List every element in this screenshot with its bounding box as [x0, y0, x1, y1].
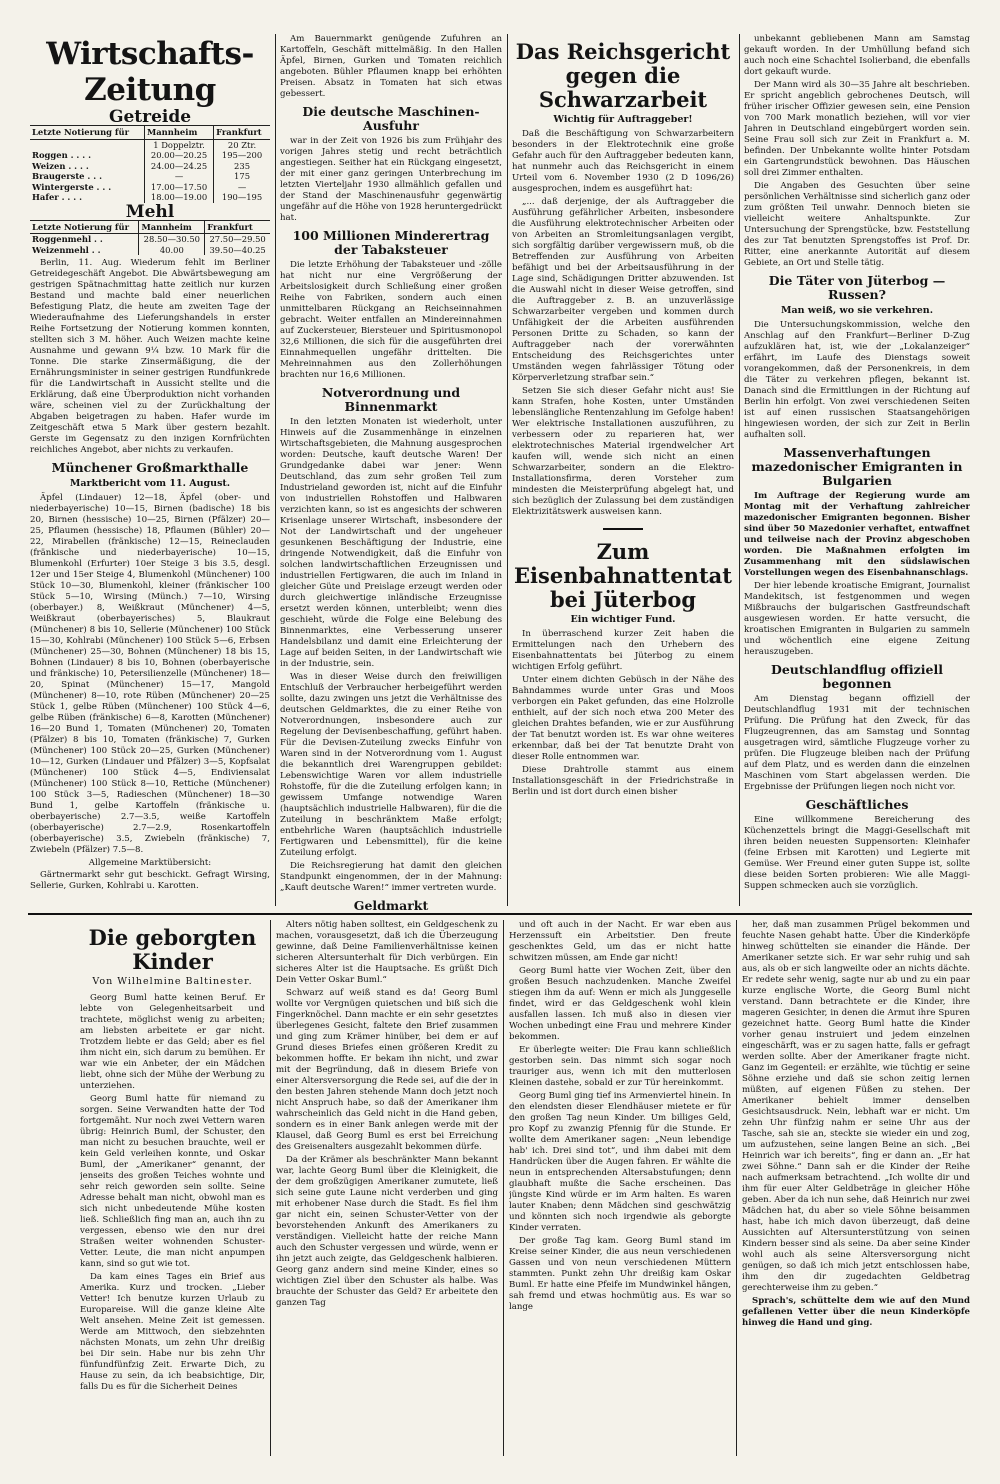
headline-tabak: 100 Millionen Minderertrag der Tabaksteuer [292, 228, 490, 257]
story-text: Georg Buml hatte vier Wochen Zeit, über den großen Besuch nachzudenken. Manche Zweifel stiegen ihm da auf: Wenn er mich als Junggeselle findet, wird er das Geldgeschenk wohl klein ausfallen lassen. Ich muß also in diesen vier Wochen unbedingt eine Frau und mehrere Kinder bekommen. [509, 966, 731, 1042]
article-text: In den letzten Monaten ist wiederholt, unter Hinweis auf die Zusammenhänge in einzelnen Wirtschaftsgebieten, die Mahnung ausgesprochen worden: Deutsche, kauft deutsche Waren! Der Grundgedanke dabei war jener: Wenn Deutschland, das zum sehr großen Teil zum Industrieland geworden ist, nicht auf die Einfuhr von industriellen Rohstoffen und Halbwaren verzichten kann, so ist es angesichts der schweren Krisenlage unserer Wirtschaft, insbesondere der Not der Landwirtschaft und der ungeheuer gesunkenen Beschäftigung der Industrie, eine dringende Notwendigkeit, daß die Einfuhr von solchen landwirtschaftlichen Erzeugnissen und industriellen Fertigwaren, die auch im Inland in gleicher Güte und Preislage erzeugt werden oder durch gleichwertige inländische Erzeugnisse ersetzt werden können, unterbleibt; wenn dies geschieht, würde die Folge eine Belebung des Binnenmarktes, eine Verbesserung unserer Handelsbilanz und damit eine Erleichterung der Lage auf beiden Seiten, in der Landwirtschaft wie in der Industrie, sein. [280, 417, 502, 669]
column-wirtschaft [30, 28, 270, 910]
table-cell: Braugerste . . . [32, 171, 103, 181]
table-cell: 24.00—24.25 [144, 161, 213, 172]
table-cell: 39.50—40.25 [205, 245, 270, 256]
story-text: Sprach's, schüttelte dem wie auf den Mund gefallenen Vetter über die neun Kinderköpfe hinweg die Hand und ging. [742, 1296, 970, 1328]
table-header: Mannheim [139, 220, 205, 234]
table-cell: 190—195 [214, 192, 270, 203]
article-text: Was in dieser Weise durch den freiwilligen Entschluß der Verbraucher herbeigeführt werden sollte, dazu zwingen uns jetzt die Verhältnisse des deutschen Geldmarktes, die zu einer Reihe von Notverordnungen, insbesondere auch zur Regelung der Devisenbeschaffung, geführt haben. Für die Devisen-Zuteilung zwecks Einfuhr von Waren sind in der Notverordnung vom 1. August die bekanntlich drei Warengruppen gebildet: Lebenswichtige Waren vor allem industrielle Rohstoffe, für die die Zuteilung erfolgen kann; in gewissem Umfange notwendige Waren (hauptsächlich industrielle Halbwaren), für die die Zuteilung in beschränktem Maße erfolgt; entbehrliche Waren (hauptsächlich industrielle Fertigwaren und Lebensmittel), für die keine Zuteilung erfolgt. [280, 672, 502, 858]
article-text: Daß die Beschäftigung von Schwarzarbeitern besonders in der Elektrotechnik eine große Gefahr auch für den Auftraggeber bedeuten kann, hat nunmehr auch das Reichsgericht in einem Urteil vom 6. November 1930 (2 D 1096/26) ausgesprochen, indem es ausgeführt hat: [512, 129, 734, 194]
subheadline: Allgemeine Marktübersicht: [88, 858, 212, 868]
headline-geldmarkt: Geldmarkt [353, 898, 429, 910]
story-column-4 [742, 920, 970, 1460]
table-cell: Weizenmehl . . [32, 244, 101, 255]
story-column-1 [80, 920, 265, 1460]
article-text: unbekannt gebliebenen Mann am Samstag gekauft worden. In der Umhüllung befand sich auch noch eine Schachtel Isolierband, die ebenfalls dort gekauft wurde. [744, 34, 970, 77]
table-cell: 17.00—17.50 [144, 182, 213, 193]
article-text: Der Mann wird als 30—35 Jahre alt beschrieben. Er spricht angeblich gebrochenes Deutsch, will früher irischer Offizier gewesen sein, eine Pension von 700 Mark monatlich beziehen, will vor vier Jahren in Deutschland eingebürgert worden sein. Seine Frau soll sich zur Zeit in Frankfurt a. M. befinden. Der Unbekannte wollte hinter Potsdam ein Gartengrundstück bewohnen. Das Häuschen soll drei Zimmer enthalten. [744, 80, 970, 178]
article-text: Der hier lebende kroatische Emigrant, Journalist Mandekitsch, ist festgenommen und wegen Mißbrauchs der bulgarischen Gastfreundschaft ausgewiesen worden. Er hatte versucht, die kroatischen Emigranten in Bulgarien zu sammeln und wöchentlich eine eigene Zeitung herauszugeben. [744, 581, 970, 657]
article-text: Äpfel (Lindauer) 12—18, Äpfel (ober- und niederbayerische) 10—15, Birnen (badische) 18 bis 20, Birnen (hessische) 10—25, Birnen (Pfälzer) 20—25, Pflaumen (hessische) 18, Pflaumen (Bühler) 20—22, Mirabellen (fränkische) 12—15, Reineclauden (fränkische und niederbayerische) 10—15, Blumenkohl (Erfurter) 10er Steige 3 bis 3.5, desgl. 12er und 15er Steige 4, Blumenkohl (Münchener) 100 Stück 10—30, Blumenkohl, kleiner (fränkischer 100 Stück 5—10, Wirsing (Münch.) 7—10, Wirsing (oberbayer.) 8, Weißkraut (Münchener) 4—5, Weißkraut (oberbayerisches) 5, Blaukraut (Münchener) 8 bis 10, Sellerie (Münchener) 100 Stück 15—30, Kohlrabi (Münchener) 100 Stück 5—6, Erbsen (Münchener) 25—30, Bohnen (Münchener) 18 bis 15, Bohnen (Lindauer) 8 bis 10, Bohnen (oberbayerische und fränkische) 10, Petersilienzelle (Münchener) 18—20, Spinat (Münchener) 15—17, Mangold (Münchener) 8—10, rote Rüben (Münchener) 20—25 Stück 1, gelbe Rüben (Münchener) 100 Stück 4—6, gelbe Rüben (fränkische) 6—8, Karotten (Münchener) 16—20 Bund 1, Tomaten (Münchener) 20, Tomaten (Pfälzer) 8 bis 10, Tomaten (fränkische) 7, Gurken (Münchener) 100 Stück 20—25, Gurken (Münchener) 10—12, Gurken (Lindauer und Pfälzer) 3—5, Kopfsalat (Münchener) 100 Stück 4—5, Endiviensalat (Münchener) 100 Stück 8—10, Rettiche (Münchener) 100 Stück 3—5, Radieschen (Münchener) 18—30 Bund 1, gelbe Kartoffeln (fränkische u. oberbayerische) 2.7—3.5, weiße Kartoffeln (oberbayerische) 2.7—2.9, Rosenkartoffeln (oberbayerische) 3.5, Zwiebeln (fränkische) 7, Zwiebeln (Pfälzer) 7.5—8. [30, 493, 270, 855]
column-divider [275, 34, 276, 906]
story-text: und oft auch in der Nacht. Er war eben aus Herzenssuft ein Arbeitstier. Den freute geschenktes Geld, um das er nicht hatte schwitzen müssen, am Ende gar nicht! [509, 920, 731, 963]
story-column-3 [509, 920, 731, 1460]
subheadline: Wichtig für Auftraggeber! [553, 114, 693, 125]
story-text: Schwarz auf weiß stand es da! Georg Buml wollte vor Vergnügen quietschen und biß sich die Fingerknöchel. Dann machte er ein sehr gesetztes überlegenes Gesicht, faltete den Brief zusammen und ging zum Krämer hinüber, bei dem er auf Grund dieses Briefes einen größeren Kredit zu bekommen hoffte. Er bekam ihn nicht, und zwar mit der Begründung, daß in diesem Briefe von einer Altersversorgung die Rede sei, auf die der in den besten Jahren stehende Mann doch jetzt noch nicht Anspruch habe, so daß der Amerikaner ihm wahrscheinlich das Geld nicht in die Hand geben, sondern es in einer Bank anlegen werde mit der Klausel, daß Georg Buml es erst bei Erreichung des Greisenalters ausgezahlt bekommen dürfe. [276, 988, 498, 1152]
article-text: Am Dienstag begann offiziell der Deutschlandflug 1931 mit der technischen Prüfung. Die Prüfung hat den Zweck, für das Flugzeugrennen, das am Samstag und Sonntag ausgetragen wird, sämtliche Flugzeuge vorher zu prüfen. Die Flugzeuge bleiben nach der Prüfung auf dem Platz, und es werden dann die einzelnen Maschinen vom Start abgelassen werden. Die Ergebnisse der Prüfungen liegen noch nicht vor. [744, 694, 970, 792]
headline-maschinen: Die deutsche Maschinen-Ausfuhr [302, 104, 480, 133]
headline-geschaeftliches: Geschäftliches [805, 797, 909, 812]
section-title-getreide: Getreide [108, 107, 192, 127]
story-column-2 [276, 920, 498, 1460]
table-cell: Hafer . . . . [32, 192, 83, 202]
headline-mazedonier: Massenverhaftungen mazedonischer Emigranten in Bulgarien [751, 445, 963, 488]
table-cell: Roggenmehl . . [32, 234, 103, 244]
quote-text: „... daß derjenige, der als Auftraggeber die Ausführung gefährlicher Arbeiten, insbesondere die Ausführung elektrotechnischer Arbeiten oder von Arbeiten an Stromleitungsanlagen vergibt, sich sorgfältig darüber vergewissern muß, ob die Betreffenden zur Ausführung von Arbeiten befähigt und bei der Arbeitsausführung in der Lage sind, Schädigungen Dritter abzuwenden. Ist die Auswahl nicht in dieser Weise getroffen, sind die Auftraggeber z. B. an unzuverlässige Schwarzarbeiter vergeben und kommen durch Unfähigkeit der die Arbeiten ausführenden Personen Dritte zu Schaden, so kann der Auftraggeber nach der vorerwähnten Entscheidung des Reichsgerichtes unter Umständen wegen fahrlässiger Tötung oder Körperverletzung strafbar sein.“ [512, 197, 734, 383]
story-text: Der große Tag kam. Georg Buml stand im Kreise seiner Kinder, die aus neun verschiedenen Gassen und von neun verschiedenen Müttern stammten. Punkt zehn Uhr dreißig kam Oskar Buml. Er hatte eine Pfeife im Mundwinkel hängen, sah fremd und etwas hochmütig aus. Es war so lange [509, 1236, 731, 1312]
column-divider [739, 34, 740, 906]
article-text: Gärtnermarkt sehr gut beschickt. Gefragt Wirsing, Sellerie, Gurken, Kohlrabi u. Karotten. [30, 870, 270, 891]
story-text: Da der Krämer als beschränkter Mann bekannt war, lachte Georg Buml über die Kleinigkeit, die der dem großzügigen Amerikaner zumutete, ließ sich seine gute Laune nicht verderben und ging mit erhobener Nase durch die Stadt. Es fiel ihm gar nicht ein, seinen Schuster-Vetter von der bevorstehenden Ankunft des Amerikaners zu verständigen. Vielleicht hatte der reiche Mann auch den Schuster vergessen und würde, wenn er ihn jetzt auch zeigte, das Geldgeschenk halbieren. Georg ganz andern sind meine Kinder, eines so wichtigen Ziel über den Schuster als halbe. Was brauchte der Schuster das Geld? Er arbeitete den ganzen Tag [276, 1155, 498, 1308]
table-cell: 28.50—30.50 [139, 234, 205, 245]
column-divider [507, 34, 508, 906]
article-text: Die Angaben des Gesuchten über seine persönlichen Verhältnisse sind sicherlich ganz oder zum größten Teil unwahr. Dennoch bieten sie vielleicht weitere Anhaltspunkte. Zur Untersuchung der Sprengstücke, bzw. Feststellung des zur Tat benutzten Sprengstoffes ist Prof. Dr. Ritter, eine anerkannte Autorität auf diesem Gebiete, an Ort und Stelle tätig. [744, 181, 970, 268]
article-text: Die letzte Erhöhung der Tabaksteuer und -zölle hat nicht nur eine Vergrößerung der Arbeitslosigkeit durch Schließung einer großen Reihe von Fabriken, sondern auch einen unmittelbaren Rückgang an Reichseinnahmen gebracht. Weiter entfallen an Mindereinnahmen auf Zuckersteuer, Biersteuer und Spiritusmonopol 32,6 Millionen, die sich für die ausgeführten drei Einnahmequellen ungefähr drittelten. Die Mehreinnahmen aus den Zollerhöhungen brachten nur 16,6 Millionen. [280, 260, 502, 380]
article-text: Die Untersuchungskommission, welche den Anschlag auf den Frankfurt—Berliner D-Zug aufzuklären hat, ist, wie der „Lokalanzeiger“ erfährt, im Laufe des Dienstags soweit vorangekommen, daß der Personenkreis, in dem die Täter zu verkehren pflegen, bekannt ist. Danach sind die Ermittlungen in der Richtung auf Berlin hin erfolgt. Von zwei verschiedenen Seiten ist auf einen russischen Staatsangehörigen hingewiesen worden, der sich zur Zeit in Berlin aufhalten soll. [744, 320, 970, 440]
article-text: Setzen Sie sich dieser Gefahr nicht aus! Sie kann Strafen, hohe Kosten, unter Umständen lebenslängliche Rentenzahlung im Gefolge haben! Wer elektrische Installationen auszuführen, zu verbessern oder zu reparieren hat, wer elektrotechnisches Material irgendwelcher Art kaufen will, wende sich nicht an einen Schwarzarbeiter, sondern an die Elektro-Installationsfirma, deren Vorsteher zum mindesten die Meisterprüfung abgelegt hat, und sich bezüglich der Zulassung bei dem zuständigen Elektrizitätswerk ausweisen kann. [512, 386, 734, 517]
table-cell: 40.00 [139, 245, 205, 256]
table-cell: 18.00—19.00 [144, 192, 213, 203]
story-text: Er überlegte weiter: Die Frau kann schließlich gestorben sein. Das nimmt sich sogar noch trauriger aus, wenn ich mit den mutterlosen Kleinen dastehe, sobald er zur Tür hereinkommt. [509, 1045, 731, 1088]
story-text: Georg Buml hatte für niemand zu sorgen. Seine Verwandten hatte der Tod fortgemäht. Nur noch zwei Vettern waren übrig: Heinrich Buml, der Schuster, den man nicht zu besuchen brauchte, weil er kein Geld verleihen konnte, und Oskar Buml, der „Amerikaner“ genannt, der jenseits des großen Teiches wohnte und sehr reich geworden sein sollte. Seine Adresse behalt man nicht, obwohl man es sich nicht unbedeutende Mühe kosten ließ. Schließlich fing man an, auch ihn zu vergessen, ebenso wie den nur drei Straßen weiter wohnenden Schuster-Vetter. Leute, die man nicht anpumpen kann, sind so gut wie tot. [80, 1094, 265, 1269]
table-cell: Roggen . . . . [32, 150, 92, 160]
story-text: her, daß man zusammen Prügel bekommen und feuchte Nasen gehabt hatte. Über die Kinderköpfe hinweg schüttelten sie einander die Hände. Der Amerikaner setzte sich. Er war sehr ruhig und sah aus, als ob er sich langweilte oder an nichts dächte. Er redete sehr wenig, sagte nur ab und zu ein paar kurze englische Worte, die Georg Buml nicht verstand. Dann betrachtete er die Kinder, ihre mageren Gesichter, in denen die Armut ihre Spuren gezeichnet hatte. Georg Buml hatte die Kinder vorher genau instruiert und jedem einzelnen eingeschärft, was er zu sagen hatte, falls er gefragt werden sollte. Aber der Amerikaner fragte nicht. Ganz im Gegenteil: er erzählte, wie tüchtig er seine Söhne erziehe und daß sie schon zeitig lernen müßten, auf eigenen Füßen zu stehen. Der Amerikaner behielt immer denselben Gesichtsausdruck. Nein, lebhaft war er nicht. Um zehn Uhr fünfzig nahm er seine Uhr aus der Tasche, sah sie an, steckte sie wieder ein und zog, um aufzustehen, seine langen Beine an sich. „Bei Heinrich war ich bereits“, fing er dann an. „Er hat zwei Söhne.“ Dann sah er die Kinder der Reihe nach aufmerksam betrachtend. „Ich wollte dir und ihm für euer Alter Geldbeträge in gleicher Höhe geben. Aber da ich nun sehe, daß Heinrich nur zwei Mädchen hat, du aber so viele Söhne beisammen hast, habe ich mich davon überzeugt, daß deine Aussichten auf Altersunterstützung von seinen Kindern besser sind als seine. Da aber seine Kinder wohl auch als seine Altersversorgung nicht genügen, so daß ich mich jetzt entschlossen habe, ihm den dir zugedachten Geldbetrag gerechterweise ihm zu geben.“ [742, 920, 970, 1293]
subheadline: Ein wichtiger Fund. [570, 614, 676, 625]
headline-deutschlandflug: Deutschlandflug offiziell begonnen [771, 662, 943, 691]
table-cell: 235 [214, 161, 270, 172]
table-cell: 20.00—20.25 [144, 150, 213, 161]
headline-reichsgericht: Das Reichsgericht gegen die Schwarzarbeit [515, 39, 731, 112]
story-byline: Von Wilhelmine Baltinester. [92, 976, 253, 987]
column-economy [280, 34, 502, 910]
headline-attentat: Zum Eisenbahnattentat bei Jüterbog [514, 539, 732, 612]
table-cell: Wintergerste . . . [32, 181, 112, 192]
table-cell: Weizen . . . . [32, 160, 89, 171]
headline-muenchen: Münchener Großmarkthalle [51, 460, 249, 475]
article-text: war in der Zeit von 1926 bis zum Frühjahr des vorigen Jahres stetig und recht beträchtlich angestiegen. Seither hat ein Rückgang eingesetzt, der mit einer ganz geringen Unterbrechung im letzten Vierteljahr 1930 allmählich gefallen und der Stand der Maschinenausfuhr gegenwärtig ungefähr auf die Höhe von 1928 heruntergedrückt hat. [280, 136, 502, 223]
table-header: Letzte Notierung für [30, 126, 144, 140]
table-header: Letzte Notierung für [30, 220, 139, 234]
table-header: Frankfurt [214, 126, 270, 140]
column-divider [736, 920, 737, 1456]
section-title-mehl: Mehl [125, 201, 175, 222]
story-text: Georg Buml ging tief ins Armenviertel hinein. In den elendsten dieser Elendhäuser mietete er für den großen Tag neun Kinder. Um billiges Geld, pro Kopf zu zwanzig Pfennig für die Stunde. Er wollte dem Amerikaner sagen: „Neun lebendige hab' ich. Drei sind tot“, und ihm dabei mit dem Handrücken über die Augen fahren. Er wählte die neun in entsprechenden Altersabstufungen; denn glaubhaft mußte die Sache erscheinen. Das jüngste Kind würde er im Arm halten. Es waren lauter Knaben; denn Mädchen sind geschwätzig und könnten sich noch irgendwie als geborgte Kinder verraten. [509, 1091, 731, 1233]
headline-binnenmarkt: Notverordnung und Binnenmarkt [321, 385, 461, 414]
table-cell: 27.50—29.50 [205, 234, 270, 245]
mehl-table [30, 220, 270, 256]
masthead: Wirtschafts-Zeitung [46, 36, 254, 108]
article-text: Diese Drahtrolle stammt aus einem Installationsgeschäft in der Friedrichstraße in Berlin und ist dort durch einen bisher [512, 765, 734, 797]
column-news [744, 34, 970, 910]
column-divider [503, 920, 504, 1456]
headline-taeter: Die Täter von Jüterbog — Russen? [768, 273, 946, 302]
article-text: Berlin, 11. Aug. Wiederum fehlt im Berliner Getreidegeschäft Angebot. Die Abwärtsbewegung am gestrigen Spätnachmittag hatte zeitlich nur kurzen Bestand und machte bald einer neuerlichen Befestigung Platz, die heute am zweiten Tage der Wiederaufnahme des Lieferungshandels in erster Reihe Fortsetzung der Notierung kommen konnten, stellten sich 3 M. höher. Auch Weizen machte keine Ausnahme und gewann 9¼ bzw. 10 Mark für die Tonne. Die starke Zinsermäßigung, die der Ernährungsminister in seiner gestrigen Rundfunkrede für die Landwirtschaft in Aussicht stellte und die Erklärung, daß eine Überproduktion nicht vorhanden wäre, scheinen viel zu der Zurückhaltung der Abgaben beigetragen zu haben. Hafer wurde im Zeitgeschäft etwa 5 Mark über gestern bezahlt. Gerste im Gegensatz zu den inzigen Kornfrüchten reichliches Angebot, aber nichts zu verkaufen. [30, 258, 270, 455]
article-text: Die Reichsregierung hat damit den gleichen Standpunkt eingenommen, der in der Mahnung: „Kauft deutsche Waren!“ immer vertreten wurde. [280, 861, 502, 893]
table-header: Mannheim [144, 126, 213, 140]
table-cell: 175 [214, 171, 270, 182]
story-text: Alters nötig haben solltest, ein Geldgeschenk zu machen, vorausgesetzt, daß ich die Überzeugung gewinne, daß Deine Familienverhältnisse keinen sicheren Altersunterhalt für Dich verbürgen. Ein sicheres Alter ist die Hauptsache. Es grüßt Dich Dein Vetter Oskar Buml.“ [276, 920, 498, 985]
story-text: Da kam eines Tages ein Brief aus Amerika. Kurz und trocken. „Lieber Vetter! Ich benutze kurzen Urlaub zu Europareise. Will die ganze kleine Alte Welt ansehen. Meine Zeit ist gemessen. Werde am Mittwoch, den siebzehnten nächsten Monats, um zehn Uhr dreißig bei Dir sein. Habe nur bis zehn Uhr fünfundfünfzig Zeit. Erwarte Dich, zu Hause zu sein, da ich beabsichtige, Dir, falls Du es für die Sicherheit Deines [80, 1272, 265, 1392]
getreide-table [30, 125, 270, 203]
table-cell: — [144, 171, 213, 182]
table-cell: 195—200 [214, 150, 270, 161]
table-cell: 20 Ztr. [214, 139, 270, 150]
article-text: In überraschend kurzer Zeit haben die Ermittelungen nach den Urhebern des Eisenbahnattentats bei Jüterbog zu einem wichtigen Erfolg geführt. [512, 629, 734, 672]
table-cell: 1 Doppelztr. [144, 139, 213, 150]
table-cell [30, 139, 144, 150]
table-cell: — [214, 182, 270, 193]
article-text: Im Auftrage der Regierung wurde am Montag mit der Verhaftung zahlreicher mazedonischer Emigranten begonnen. Bisher sind über 50 Mazedonier verhaftet, entwaffnet und teilweise nach der Provinz abgeschoben worden. Die Maßnahmen erfolgten im Zusammenhang mit den südslawischen Vorstellungen wegen des Eisenbahnanschlags. [744, 491, 970, 578]
column-reichsgericht [512, 34, 734, 910]
article-text: Unter einem dichten Gebüsch in der Nähe des Bahndammes wurde unter Gras und Moos verborgen ein Paket gefunden, das eine Holzrolle enthielt, auf der sich noch etwa 200 Meter des gleichen Drahtes befanden, wie er zur Ausführung der Tat benutzt worden ist. Es war ohne weiteres erkennbar, daß bei der Tat benutzte Draht von dieser Rolle entnommen war. [512, 675, 734, 762]
story-title: Die geborgten Kinder [88, 925, 257, 974]
story-text: Georg Buml hatte keinen Beruf. Er lebte von Gelegenheitsarbeit und trachtete, möglichst wenig zu arbeiten; am liebsten arbeitete er gar nicht. Trotzdem liebte er das Geld; aber es fiel ihm nicht ein, sich darum zu bemühen. Er war wie ein Anbeter, der ein Mädchen liebt, ohne sich der Mühe der Werbung zu unterziehen. [80, 993, 265, 1091]
column-divider [270, 920, 271, 1456]
article-text: Am Bauernmarkt genügende Zufuhren an Kartoffeln, Geschäft mittelmäßig. In den Hallen Äpfel, Birnen, Gurken und Tomaten reichlich angeboten. Bühler Pflaumen knapp bei erhöhten Preisen. Absatz in Tomaten hat sich etwas gebessert. [280, 34, 502, 99]
feuilleton-rule [28, 913, 972, 915]
subheadline: Man weiß, wo sie verkehren. [780, 305, 934, 316]
article-text: Eine willkommene Bereicherung des Küchenzettels bringt die Maggi-Gesellschaft mit ihren beiden neuesten Suppensorten: Kleinhafer (feine Erbsen mit Karotten) und Legierte mit Gemüse. Wer Freund einer guten Suppe ist, sollte diese beiden Sorten probieren: Wie alle Maggi-Suppen schmecken auch sie vorzüglich. [744, 815, 970, 891]
subheadline: Marktbericht vom 11. August. [69, 478, 231, 489]
separator-rule [603, 528, 643, 530]
table-header: Frankfurt [205, 220, 270, 234]
